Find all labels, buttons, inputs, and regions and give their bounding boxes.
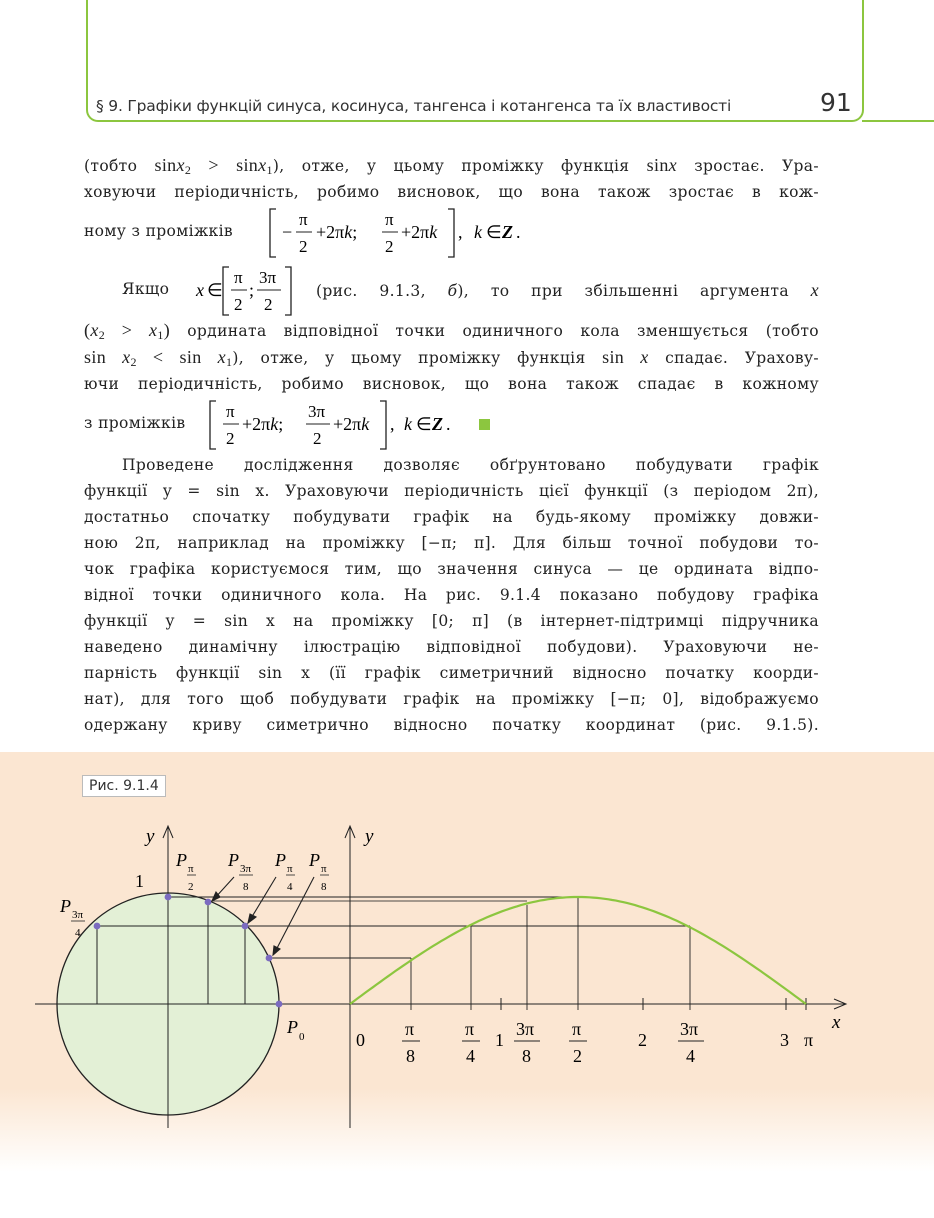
svg-text:.: . [516,222,521,242]
text-line-5: $(x_2 > x_1)$ ордината відповідної точки одиничного кола зменшується (тобто [84,320,819,342]
interval-formula-3 [208,397,508,453]
one-label: 1 [135,871,144,891]
text-line-4: Якщо [122,280,170,298]
p3-line-10: нат), для того щоб побудувати графік на проміжку [−π; 0], відображуємо [84,690,819,708]
svg-text:+2πk: +2πk [401,222,438,242]
svg-text:2: 2 [385,237,394,256]
svg-text:k: k [404,414,412,434]
svg-text:3π: 3π [240,863,252,875]
text-line-8: з проміжків [84,414,186,432]
svg-text:π: π [465,1019,475,1039]
running-head: § 9. Графіки функцій синуса, косинуса, тангенса і котангенса та їх властивості [96,97,732,115]
page-number: 91 [820,88,852,117]
svg-text:π: π [804,1030,814,1050]
svg-text:π: π [405,1019,415,1039]
p3-line-3: достатньо спочатку побудувати графік на будь-якому проміжку довжи- [84,508,819,526]
svg-text:3π: 3π [308,402,326,421]
svg-text:k: k [474,222,482,242]
text-line-3: ному з проміжків [84,222,233,240]
interval-formula-2 [193,263,305,319]
p3-line-11: одержану криву симетрично відносно початку координат (рис. 9.1.5). [84,716,819,734]
p3-line-8: наведено динамічну ілюстрацію відповідної побудови). Ураховуючи не- [84,638,819,656]
svg-text:8: 8 [243,881,249,893]
svg-text:3π: 3π [72,909,84,921]
svg-text:π: π [321,863,327,875]
svg-text:4: 4 [466,1046,475,1066]
svg-text:+2πk: +2πk [333,414,370,434]
svg-text:P: P [176,850,187,870]
svg-text:3π: 3π [259,268,277,287]
svg-text:x: x [196,280,204,300]
y-label-left: y [146,826,155,847]
p3-line-1: Проведене дослідження дозволяє обґрунтовано побудувати графік [122,456,819,474]
svg-text:3π: 3π [516,1019,535,1039]
svg-text:8: 8 [321,881,327,893]
svg-text:4: 4 [686,1046,695,1066]
svg-text:2: 2 [313,429,322,448]
text-line-1: (тобто sinx$_2$ > sinx$_1$), отже, у цьому проміжку функція sinx зростає. Ура- [84,155,819,177]
point-p-3pi-4 [94,923,101,930]
svg-text:∈: ∈ [416,414,432,434]
svg-text:2: 2 [188,881,194,893]
svg-text:4: 4 [75,927,81,939]
svg-text:2: 2 [226,429,235,448]
svg-text:+2πk;: +2πk; [316,222,358,242]
p3-line-9: парність функції sin x (її графік симетричний відносно початку коорди- [84,664,819,682]
svg-text:,: , [390,414,395,434]
svg-text:Z: Z [502,222,513,242]
point-p-pi-2 [165,894,172,901]
x-label: x [832,1012,841,1033]
header-rule [862,120,934,122]
p3-line-7: функції y = sin x на проміжку [0; π] (в інтернет-підтримці підручника [84,612,819,630]
svg-text:4: 4 [287,881,293,893]
svg-text:∈: ∈ [486,222,502,242]
svg-text:2: 2 [264,295,273,314]
svg-text:1: 1 [495,1030,504,1050]
svg-text:2: 2 [299,237,308,256]
svg-text:P: P [287,1017,298,1037]
svg-text:π: π [572,1019,582,1039]
svg-text:∈: ∈ [207,280,223,300]
point-p-pi-8 [266,955,273,962]
svg-text:P: P [228,850,239,870]
interval-formula-1 [268,205,548,261]
svg-text:2: 2 [638,1030,647,1050]
svg-text:Z: Z [432,414,443,434]
p3-line-5: чок графіка користуємося тим, що значення синуса — це ордината відпо- [84,560,819,578]
svg-text:8: 8 [522,1046,531,1066]
figure-caption: Рис. 9.1.4 [82,775,166,797]
svg-text:π: π [234,268,243,287]
text-line-2: ховуючи періодичність, робимо висновок, що вона також зростає в кож- [84,183,819,201]
svg-text:π: π [188,863,194,875]
svg-text:8: 8 [406,1046,415,1066]
svg-text:P: P [60,896,71,916]
figure-9-1-4 [0,752,934,1172]
svg-text:−: − [282,222,293,242]
point-p-3pi-8 [205,899,212,906]
svg-text:3: 3 [780,1030,789,1050]
svg-text:P: P [309,850,320,870]
svg-text:2: 2 [573,1046,582,1066]
point-p0 [276,1001,283,1008]
svg-text:3π: 3π [680,1019,699,1039]
svg-text:π: π [226,402,235,421]
svg-text:;: ; [249,280,255,300]
svg-text:P: P [275,850,286,870]
text-line-7: ючи періодичність, робимо висновок, що вона також спадає в кожному [84,375,819,393]
svg-text:π: π [299,210,308,229]
svg-text:π: π [385,210,394,229]
svg-text:+2πk;: +2πk; [242,414,284,434]
svg-text:.: . [446,414,451,434]
svg-text:0: 0 [299,1031,305,1043]
p3-line-4: ною 2π, наприклад на проміжку [−π; π]. Для більш точної побудови то- [84,534,819,552]
svg-text:,: , [458,222,463,242]
text-line-4b: (рис. 9.1.3, б), то при збільшенні аргумента x [316,280,819,300]
p3-line-2: функції y = sin x. Ураховуючи періодичність цієї функції (з періодом 2π), [84,482,819,500]
origin-label: 0 [356,1030,365,1050]
svg-text:2: 2 [234,295,243,314]
svg-text:π: π [287,863,293,875]
text-line-6: $\sin x_2 < \sin x_1$), отже, у цьому проміжку функція sin x спадає. Урахову- [84,347,820,369]
y-label-right: y [365,826,374,847]
p3-line-6: відної точки одиничного кола. На рис. 9.1.4 показано побудову графіка [84,586,819,604]
